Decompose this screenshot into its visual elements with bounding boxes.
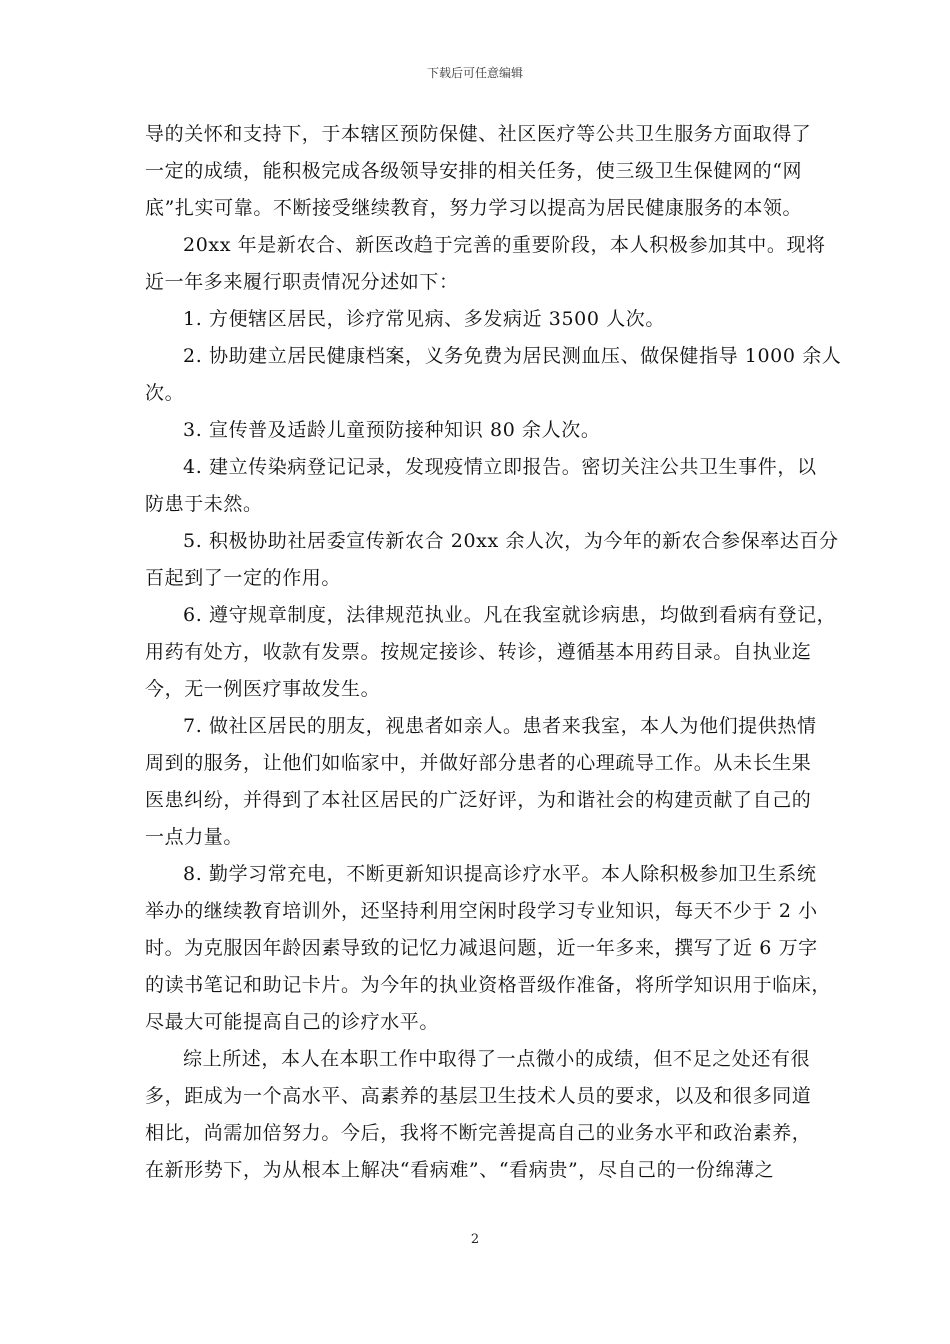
text-line: 4. 建立传染病登记记录，发现疫情立即报告。密切关注公共卫生事件，以 — [183, 456, 817, 478]
text-line: 2. 协助建立居民健康档案，义务免费为居民测血压、做保健指导 1000 余人 — [183, 345, 842, 367]
page-header: 下载后可任意编辑 — [426, 66, 523, 80]
text-line: 近一年多来履行职责情况分述如下： — [145, 271, 459, 293]
text-line: 多，距成为一个高水平、高素养的基层卫生技术人员的要求，以及和很多同道 — [145, 1085, 812, 1107]
text-line: 相比，尚需加倍努力。今后，我将不断完善提高自己的业务水平和政治素养， — [145, 1122, 812, 1144]
text-line: 周到的服务，让他们如临家中，并做好部分患者的心理疏导工作。从未长生果 — [145, 752, 812, 774]
text-line: 的读书笔记和助记卡片。为今年的执业资格晋级作准备，将所学知识用于临床， — [145, 974, 832, 996]
text-line: 尽最大可能提高自己的诊疗水平。 — [145, 1011, 440, 1033]
text-line: 综上所述，本人在本职工作中取得了一点微小的成绩，但不足之处还有很 — [183, 1048, 811, 1070]
text-line: 今，无一例医疗事故发生。 — [145, 678, 381, 700]
text-line: 次。 — [145, 382, 185, 404]
text-line: 医患纠纷，并得到了本社区居民的广泛好评，为和谐社会的构建贡献了自己的 — [145, 789, 812, 811]
text-line: 一点力量。 — [145, 826, 244, 848]
text-line: 7. 做社区居民的朋友，视患者如亲人。患者来我室，本人为他们提供热情 — [183, 715, 817, 737]
text-line: 用药有处方，收款有发票。按规定接诊、转诊，遵循基本用药目录。自执业迄 — [145, 641, 812, 663]
text-line: 3. 宣传普及适龄儿童预防接种知识 80 余人次。 — [183, 419, 601, 441]
text-line: 5. 积极协助社居委宣传新农合 20xx 余人次，为今年的新农合参保率达百分 — [183, 530, 839, 552]
text-line: 导的关怀和支持下，于本辖区预防保健、社区医疗等公共卫生服务方面取得了 — [145, 123, 812, 145]
page-number: 2 — [470, 1232, 480, 1247]
text-line: 20xx 年是新农合、新医改趋于完善的重要阶段，本人积极参加其中。现将 — [183, 234, 826, 256]
text-line: 底”扎实可靠。不断接受继续教育，努力学习以提高为居民健康服务的本领。 — [145, 197, 803, 219]
document-body — [145, 116, 842, 1189]
text-line: 时。为克服因年龄因素导致的记忆力减退问题，近一年多来，撰写了近 6 万字 — [145, 937, 818, 959]
text-line: 百起到了一定的作用。 — [145, 567, 342, 589]
text-line: 一定的成绩，能积极完成各级领导安排的相关任务，使三级卫生保健网的“网 — [145, 160, 803, 182]
text-line: 6. 遵守规章制度，法律规范执业。凡在我室就诊病患，均做到看病有登记， — [183, 604, 837, 626]
text-line: 8. 勤学习常充电，不断更新知识提高诊疗水平。本人除积极参加卫生系统 — [183, 863, 817, 885]
text-line: 防患于未然。 — [145, 493, 263, 515]
text-line: 1. 方便辖区居民，诊疗常见病、多发病近 3500 人次。 — [183, 308, 666, 330]
text-line: 在新形势下，为从根本上解决“看病难”、“看病贵”，尽自己的一份绵薄之 — [145, 1159, 775, 1181]
text-line: 举办的继续教育培训外，还坚持利用空闲时段学习专业知识，每天不少于 2 小 — [145, 900, 818, 922]
